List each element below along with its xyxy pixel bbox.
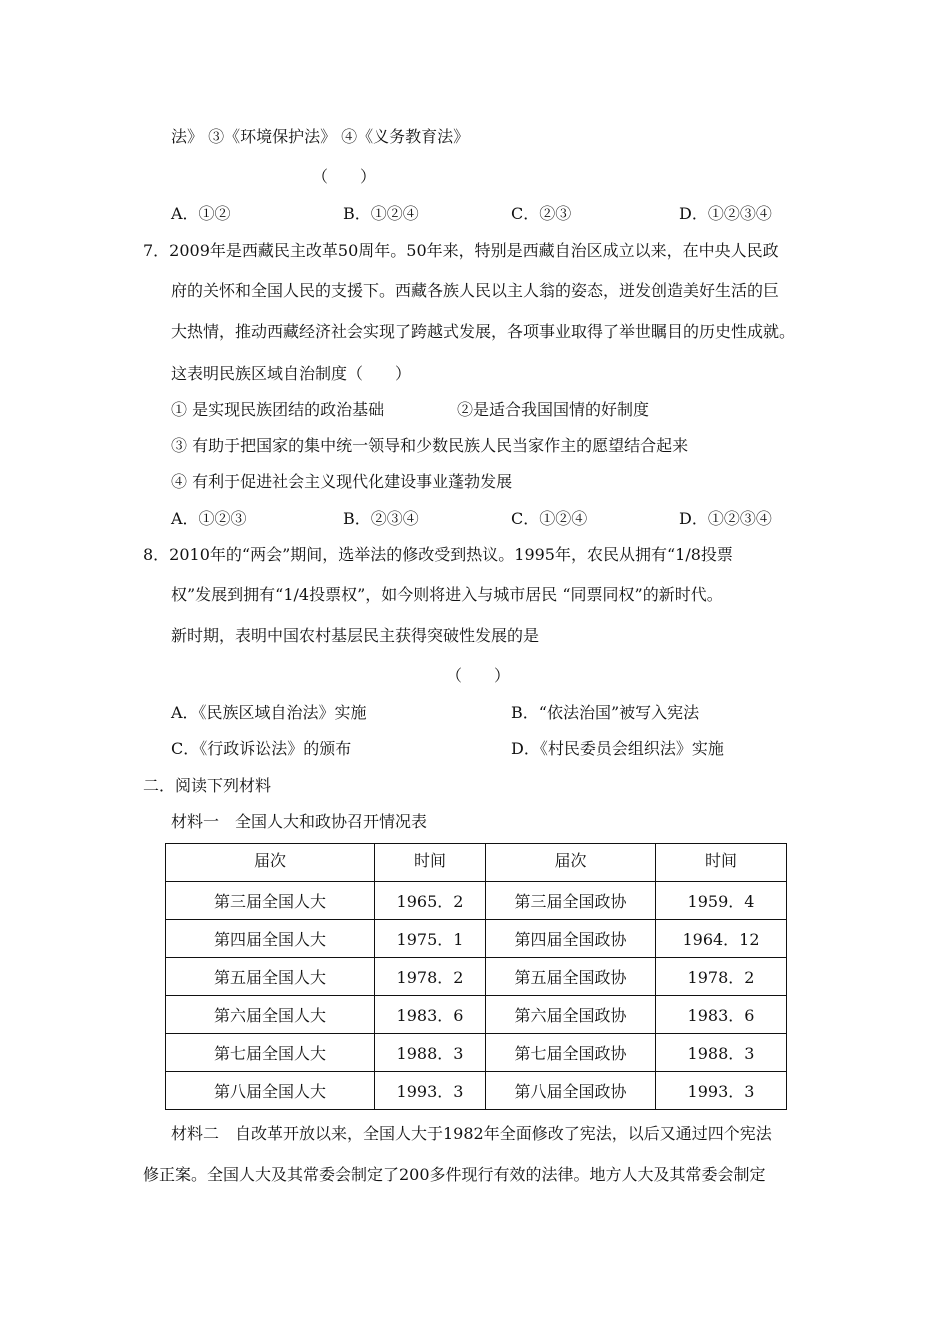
q7-stem-line-1: 7．2009年是西藏民主改革50周年。50年来，特别是西藏自治区成立以来，在中央人民政 (143, 241, 779, 260)
q8-option-d: D．《村民委员会组织法》实施 (511, 739, 724, 758)
table-cell: 1983．6 (375, 996, 486, 1034)
header-time-cppcc: 时间 (656, 844, 787, 882)
table-row (166, 882, 787, 920)
table-row (166, 996, 787, 1034)
q6-option-d: D．①②③④ (679, 204, 772, 223)
q8-answer-parenthesis: （ ） (446, 666, 511, 685)
table-cell: 第八届全国人大 (166, 1072, 375, 1110)
section-2-heading: 二．阅读下列材料 (143, 776, 272, 795)
q7-stem-line-2: 府的关怀和全国人民的支援下。西藏各族人民以主人翁的姿态，迸发创造美好生活的巨 (171, 281, 780, 300)
material-2-line-1: 材料二 自改革开放以来，全国人大于1982年全面修改了宪法，以后又通过四个宪法 (171, 1124, 772, 1143)
table-cell: 第六届全国人大 (166, 996, 375, 1034)
table-cell: 1959．4 (656, 882, 787, 920)
table-cell: 1975．1 (375, 920, 486, 958)
q6-option-c: C．②③ (511, 204, 572, 223)
table-cell: 1965．2 (375, 882, 486, 920)
table-row (166, 1072, 787, 1110)
table-cell: 第三届全国政协 (486, 882, 656, 920)
q7-stem-line-4: 这表明民族区域自治制度（ ） (171, 364, 412, 383)
material-2-line-2: 修正案。全国人大及其常委会制定了200多件现行有效的法律。地方人大及其常委会制定 (143, 1165, 766, 1184)
table-cell: 1964．12 (656, 920, 787, 958)
table-row (166, 920, 787, 958)
q8-option-c: C．《行政诉讼法》的颁布 (171, 739, 352, 758)
material-1-title: 材料一 全国人大和政协召开情况表 (171, 812, 428, 831)
table-row (166, 1034, 787, 1072)
table-row (166, 958, 787, 996)
header-time-npc: 时间 (375, 844, 486, 882)
q8-stem-line-2: 权”发展到拥有“1/4投票权”，如今则将进入与城市居民 “同票同权”的新时代。 (171, 585, 723, 604)
q8-stem-line-1: 8．2010年的“两会”期间，选举法的修改受到热议。1995年，农民从拥有“1/8投票 (143, 545, 733, 564)
q7-option-c: C．①②④ (511, 509, 588, 528)
q7-option-a: A．①②③ (171, 509, 247, 528)
q8-option-a: A．《民族区域自治法》实施 (171, 703, 367, 722)
q8-option-b: B．“依法治国”被写入宪法 (511, 703, 700, 722)
header-session-npc: 届次 (166, 844, 375, 882)
q7-item-1: ① 是实现民族团结的政治基础 (171, 400, 385, 419)
table-cell: 1993．3 (656, 1072, 787, 1110)
table-cell: 第七届全国人大 (166, 1034, 375, 1072)
q8-stem-line-3: 新时期，表明中国农村基层民主获得突破性发展的是 (171, 626, 540, 645)
table-cell: 1978．2 (656, 958, 787, 996)
q7-option-b: B．②③④ (343, 509, 419, 528)
q6-answer-parenthesis: （ ） (312, 167, 377, 186)
table-cell: 1993．3 (375, 1072, 486, 1110)
q7-item-2: ②是适合我国国情的好制度 (457, 400, 650, 419)
q7-item-4: ④ 有利于促进社会主义现代化建设事业蓬勃发展 (171, 472, 513, 491)
table-cell: 1978．2 (375, 958, 486, 996)
table-cell: 第三届全国人大 (166, 882, 375, 920)
table-cell: 第七届全国政协 (486, 1034, 656, 1072)
table-header-row (166, 844, 787, 882)
table-cell: 第四届全国政协 (486, 920, 656, 958)
table-cell: 1988．3 (656, 1034, 787, 1072)
table-cell: 第八届全国政协 (486, 1072, 656, 1110)
table-cell: 1983．6 (656, 996, 787, 1034)
table-cell: 第六届全国政协 (486, 996, 656, 1034)
q7-item-3: ③ 有助于把国家的集中统一领导和少数民族人民当家作主的愿望结合起来 (171, 436, 689, 455)
q6-option-b: B．①②④ (343, 204, 419, 223)
q7-option-d: D．①②③④ (679, 509, 772, 528)
table-cell: 第五届全国人大 (166, 958, 375, 996)
header-session-cppcc: 届次 (486, 844, 656, 882)
q6-options-continued: 法》 ③《环境保护法》 ④《义务教育法》 (171, 127, 470, 146)
sessions-table (165, 843, 787, 1110)
table-cell: 1988．3 (375, 1034, 486, 1072)
q6-option-a: A．①② (171, 204, 231, 223)
q7-stem-line-3: 大热情，推动西藏经济社会实现了跨越式发展，各项事业取得了举世瞩目的历史性成就。 (171, 322, 796, 341)
table-cell: 第四届全国人大 (166, 920, 375, 958)
table-cell: 第五届全国政协 (486, 958, 656, 996)
